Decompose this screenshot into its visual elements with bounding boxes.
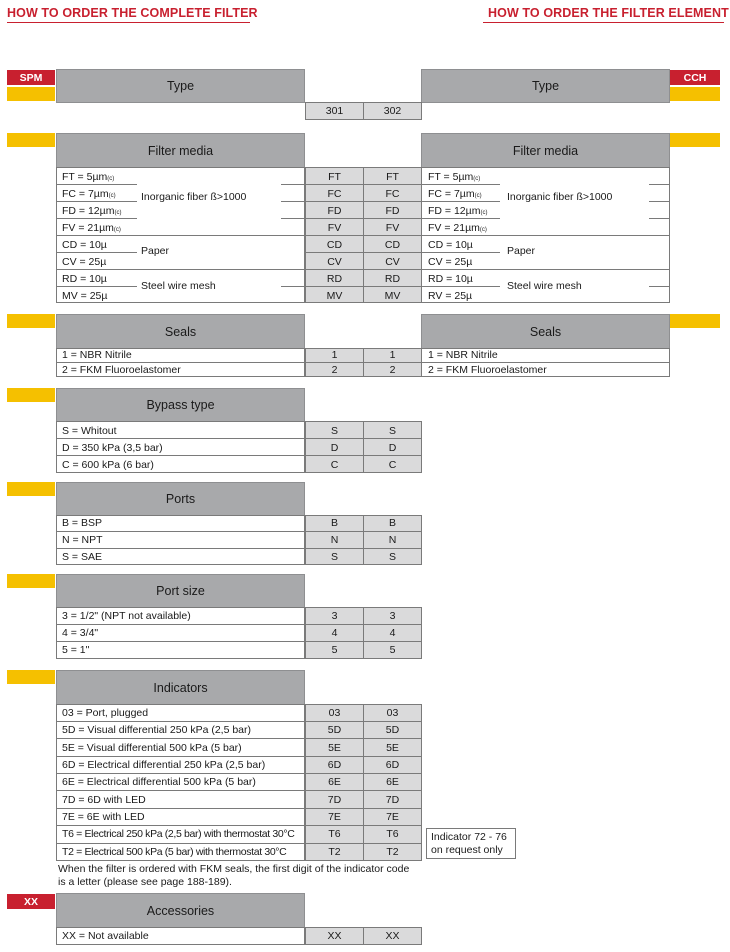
- media-label-cv: CV = 25µ: [62, 256, 107, 268]
- indicator-code: 03: [386, 707, 399, 719]
- indicator-code: 5E: [386, 742, 399, 754]
- port-code: N: [388, 534, 397, 546]
- bypass-option: C = 600 kPa (6 bar): [62, 459, 154, 471]
- bypass-code: D: [330, 442, 339, 454]
- seal-code: 2: [331, 364, 338, 376]
- media-label-fd: FD = 12µm(c): [428, 205, 488, 217]
- bypass-code: C: [330, 459, 339, 471]
- port-size-code: 4: [331, 627, 338, 639]
- yellow-tag: [670, 314, 720, 328]
- indicator-option: 7D = 6D with LED: [62, 794, 146, 806]
- yellow-tag: [7, 482, 55, 496]
- port-code: S: [330, 551, 338, 563]
- indicator-code: T6: [328, 828, 341, 840]
- port-size-code: 4: [389, 627, 396, 639]
- indicator-code: 7E: [328, 811, 341, 823]
- indicator-code: 7D: [385, 794, 400, 806]
- media-code: MV: [384, 290, 401, 302]
- media-label-cd: CD = 10µ: [62, 239, 107, 251]
- media-code: FT: [386, 171, 399, 183]
- code-tag-xx: XX: [7, 894, 55, 909]
- code-tag-cch: CCH: [670, 70, 720, 85]
- seal-code: 1: [389, 349, 396, 361]
- indicators-header: Indicators: [56, 670, 305, 705]
- title-underline: [483, 22, 724, 23]
- media-code: FV: [385, 222, 400, 234]
- accessory-option: XX = Not available: [62, 930, 149, 942]
- code-tag-spm: SPM: [7, 70, 55, 85]
- indicator-option: T2 = Electrical 500 kPa (5 bar) with thermostat 30°C: [62, 846, 287, 858]
- accessories-header: Accessories: [56, 893, 305, 928]
- indicator-option: 03 = Port, plugged: [62, 707, 149, 719]
- media-group-paper: Paper: [141, 245, 170, 257]
- media-code: CV: [327, 256, 342, 268]
- type-header: Type: [56, 69, 305, 103]
- media-code: CD: [326, 239, 343, 251]
- media-label-cd: CD = 10µ: [428, 239, 473, 251]
- seals-header: Seals: [56, 314, 305, 349]
- seal-option: 1 = NBR Nitrile: [62, 349, 132, 361]
- indicator-option: 7E = 6E with LED: [62, 811, 145, 823]
- port-code: B: [388, 517, 396, 529]
- media-label-fc: FC = 7µm(c): [428, 188, 482, 200]
- port-size-code: 5: [331, 644, 338, 656]
- seal-code: 2: [389, 364, 396, 376]
- indicator-option: 6E = Electrical differential 500 kPa (5 bar): [62, 776, 256, 788]
- media-code: RD: [384, 273, 401, 285]
- media-code: FD: [385, 205, 400, 217]
- fkm-note: When the filter is ordered with FKM seals, the first digit of the indicator code: [58, 863, 410, 875]
- yellow-tag: [7, 314, 55, 328]
- media-code: FV: [327, 222, 342, 234]
- media-code: CD: [384, 239, 401, 251]
- media-label-rv: RV = 25µ: [428, 290, 473, 302]
- fkm-note: is a letter (please see page 188-189).: [58, 876, 232, 888]
- type-code-301: 301: [325, 105, 344, 117]
- bypass-code: S: [330, 425, 338, 437]
- port-size-option: 3 = 1/2" (NPT not available): [62, 610, 191, 622]
- seal-code: 1: [331, 349, 338, 361]
- port-option: N = NPT: [62, 534, 103, 546]
- media-label-fv: FV = 21µm(c): [62, 222, 121, 234]
- media-code: FD: [327, 205, 342, 217]
- filter-media-header-element: Filter media: [421, 133, 670, 168]
- port-size-code: 3: [331, 610, 338, 622]
- media-code: RD: [326, 273, 343, 285]
- indicator-code: 5D: [385, 724, 400, 736]
- media-label-fv: FV = 21µm(c): [428, 222, 487, 234]
- indicator-code: T2: [386, 846, 399, 858]
- media-label-cv: CV = 25µ: [428, 256, 473, 268]
- yellow-tag: [670, 87, 720, 101]
- indicator-code: 7E: [386, 811, 399, 823]
- port-size-option: 5 = 1": [62, 644, 90, 656]
- media-label-ft: FT = 5µm(c): [62, 171, 115, 183]
- port-code: B: [330, 517, 338, 529]
- media-label-rd: RD = 10µ: [62, 273, 107, 285]
- media-label-fc: FC = 7µm(c): [62, 188, 116, 200]
- bypass-header: Bypass type: [56, 388, 305, 422]
- title-filter-element: HOW TO ORDER THE FILTER ELEMENT: [488, 6, 729, 20]
- port-size-option: 4 = 3/4": [62, 627, 99, 639]
- media-code: CV: [385, 256, 400, 268]
- indicator-option: 5E = Visual differential 500 kPa (5 bar): [62, 742, 242, 754]
- indicator-option: 5D = Visual differential 250 kPa (2,5 bar): [62, 724, 252, 736]
- port-code: S: [388, 551, 396, 563]
- port-size-code: 3: [389, 610, 396, 622]
- yellow-tag: [7, 87, 55, 101]
- indicator-code: T6: [386, 828, 399, 840]
- filter-media-header: Filter media: [56, 133, 305, 168]
- media-label-ft: FT = 5µm(c): [428, 171, 481, 183]
- seal-option: 1 = NBR Nitrile: [428, 349, 498, 361]
- yellow-tag: [7, 388, 55, 402]
- port-code: N: [330, 534, 339, 546]
- yellow-tag: [7, 574, 55, 588]
- indicator-code: 6E: [386, 776, 399, 788]
- media-group-inorganic: Inorganic fiber ß>1000: [507, 191, 613, 203]
- media-code: MV: [326, 290, 343, 302]
- media-group-inorganic: Inorganic fiber ß>1000: [141, 191, 247, 203]
- media-label-fd: FD = 12µm(c): [62, 205, 122, 217]
- indicator-code: 5E: [328, 742, 341, 754]
- media-code: FC: [385, 188, 400, 200]
- bypass-option: S = Whitout: [62, 425, 117, 437]
- ports-header: Ports: [56, 482, 305, 516]
- indicator-code: 7D: [327, 794, 342, 806]
- media-label-rd: RD = 10µ: [428, 273, 473, 285]
- indicator-option: 6D = Electrical differential 250 kPa (2,5 bar): [62, 759, 266, 771]
- title-complete-filter: HOW TO ORDER THE COMPLETE FILTER: [7, 6, 258, 20]
- indicator-code: T2: [328, 846, 341, 858]
- seals-header-element: Seals: [421, 314, 670, 349]
- indicator-code: 6D: [385, 759, 400, 771]
- port-option: B = BSP: [62, 517, 102, 529]
- indicator-code: 6E: [328, 776, 341, 788]
- bypass-code: C: [388, 459, 397, 471]
- indicator-code: 6D: [327, 759, 342, 771]
- yellow-tag: [7, 133, 55, 147]
- bypass-code: D: [388, 442, 397, 454]
- indicator-option: T6 = Electrical 250 kPa (2,5 bar) with thermostat 30°C: [62, 828, 295, 840]
- title-underline: [7, 22, 250, 23]
- indicator-code: 03: [328, 707, 341, 719]
- media-group-steel: Steel wire mesh: [141, 280, 216, 292]
- bypass-option: D = 350 kPa (3,5 bar): [62, 442, 163, 454]
- type-code-302: 302: [383, 105, 402, 117]
- media-code: FT: [328, 171, 341, 183]
- media-group-steel: Steel wire mesh: [507, 280, 582, 292]
- indicator-note-line: Indicator 72 - 76: [431, 831, 507, 843]
- indicator-note-line: on request only: [431, 844, 503, 856]
- type-header-element: Type: [421, 69, 670, 103]
- media-code: FC: [327, 188, 342, 200]
- yellow-tag: [670, 133, 720, 147]
- port-size-code: 5: [389, 644, 396, 656]
- bypass-code: S: [388, 425, 396, 437]
- seal-option: 2 = FKM Fluoroelastomer: [62, 364, 181, 376]
- accessory-code: XX: [385, 930, 400, 942]
- media-group-paper: Paper: [507, 245, 536, 257]
- accessory-code: XX: [327, 930, 342, 942]
- port-size-header: Port size: [56, 574, 305, 608]
- seal-option: 2 = FKM Fluoroelastomer: [428, 364, 547, 376]
- yellow-tag: [7, 670, 55, 684]
- port-option: S = SAE: [62, 551, 102, 563]
- indicator-code: 5D: [327, 724, 342, 736]
- media-label-mv: MV = 25µ: [62, 290, 108, 302]
